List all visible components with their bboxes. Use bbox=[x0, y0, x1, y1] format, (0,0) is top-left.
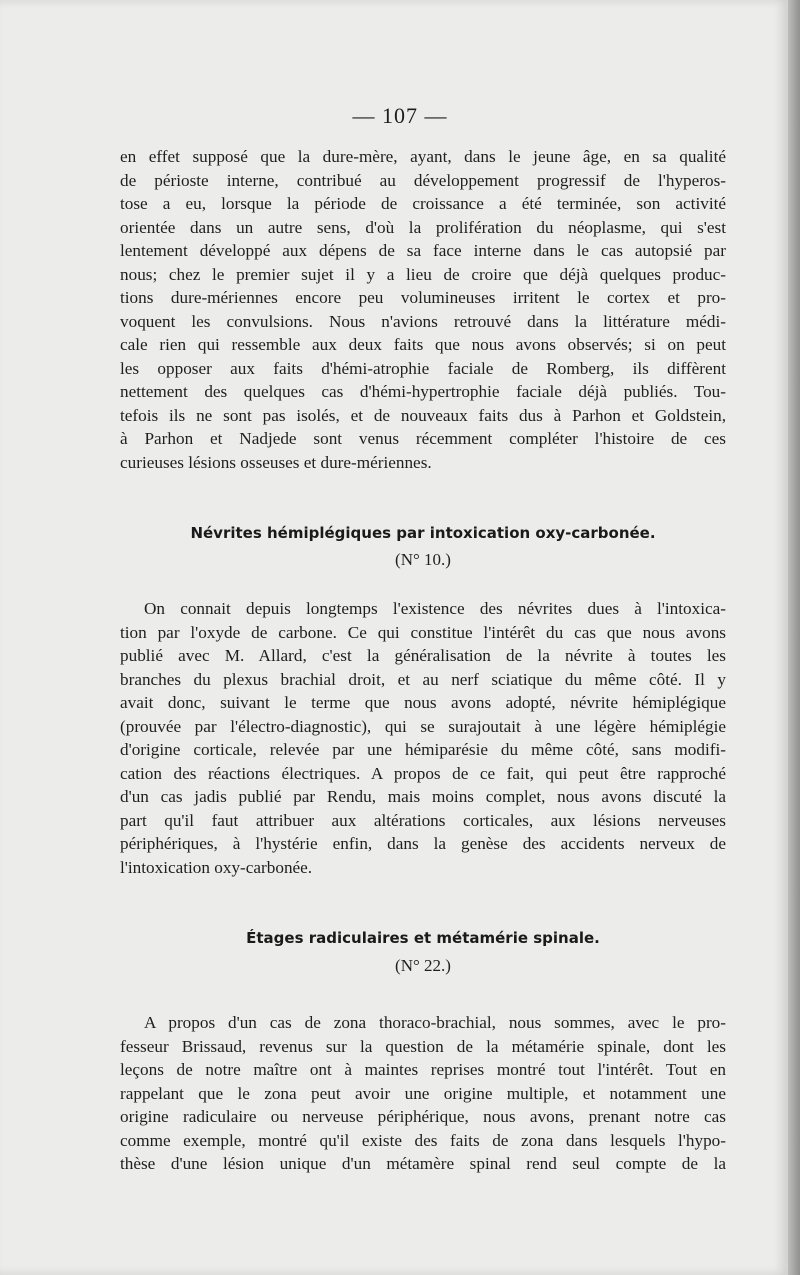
text-line: d'un cas jadis publié par Rendu, mais moins complet, nous avons discuté la bbox=[120, 787, 726, 806]
page-number: — 107 — bbox=[352, 103, 448, 128]
text-line: On connait depuis longtemps l'existence des névrites dues à l'intoxica- bbox=[144, 599, 726, 618]
section-heading-nevrites: Névrites hémiplégiques par intoxication oxy-carbonée. bbox=[190, 524, 656, 542]
text-line: nettement des quelques cas d'hémi-hypertrophie faciale déjà publiés. Tou- bbox=[120, 382, 726, 401]
text-line: tose a eu, lorsque la période de croissance a été terminée, son activité bbox=[120, 194, 726, 213]
paragraph-nevrites bbox=[120, 597, 726, 879]
paragraph-etages bbox=[120, 1011, 726, 1176]
text-line: part qu'il faut attribuer aux altérations corticales, aux lésions nerveuses bbox=[120, 810, 726, 830]
text-line: tefois ils ne sont pas isolés, et de nouveaux faits dus à Parhon et Goldstein, bbox=[120, 405, 726, 425]
text-line: tion par l'oxyde de carbone. Ce qui constitue l'intérêt du cas que nous avons bbox=[120, 622, 726, 642]
text-line: d'origine corticale, relevée par une hémiparésie du même côté, sans modifi- bbox=[120, 740, 726, 759]
text-line: périphériques, à l'hystérie enfin, dans la genèse des accidents nerveux de bbox=[120, 834, 726, 853]
text-line: de périoste interne, contribué au développement progressif de l'hyperos- bbox=[120, 170, 726, 190]
text-line: leçons de notre maître ont à maintes reprises montré tout l'intérêt. Tout en bbox=[120, 1060, 726, 1079]
text-line: les opposer aux faits d'hémi-atrophie faciale de Romberg, ils diffèrent bbox=[120, 358, 726, 378]
text-line: publié avec M. Allard, c'est la généralisation de la névrite à toutes les bbox=[120, 646, 726, 665]
text-line: orientée dans un autre sens, d'où la prolifération du néoplasme, qui s'est bbox=[120, 217, 726, 237]
text-line: fesseur Brissaud, revenus sur la question de la métamérie spinale, dont les bbox=[120, 1036, 726, 1056]
page-edge-shadow bbox=[788, 0, 800, 1275]
text-line: curieuses lésions osseuses et dure-mériennes. bbox=[120, 452, 432, 472]
text-line: origine radiculaire ou nerveuse périphérique, nous avons, prenant notre cas bbox=[120, 1107, 726, 1126]
text-line: tions dure-mériennes encore peu volumineuses irritent le cortex et pro- bbox=[120, 288, 726, 307]
text-line: en effet supposé que la dure-mère, ayant, dans le jeune âge, en sa qualité bbox=[120, 147, 726, 166]
text-line: cale rien qui ressemble aux deux faits que nous avons observés; si on peut bbox=[120, 335, 726, 354]
section-reference-etages: (N° 22.) bbox=[395, 956, 451, 975]
text-line: rappelant que le zona peut avoir une origine multiple, et notamment une bbox=[120, 1083, 726, 1103]
section-heading-etages: Étages radiculaires et métamérie spinale. bbox=[246, 929, 600, 947]
text-line: branches du plexus brachial droit, et au nerf sciatique du même côté. Il y bbox=[120, 669, 726, 689]
text-line: voquent les convulsions. Nous n'avions retrouvé dans la littérature médi- bbox=[120, 311, 726, 331]
text-line: A propos d'un cas de zona thoraco-brachial, nous sommes, avec le pro- bbox=[144, 1013, 726, 1032]
text-line: avait donc, suivant le terme que nous avons adopté, névrite hémiplégique bbox=[120, 693, 726, 712]
section-reference-nevrites: (N° 10.) bbox=[395, 550, 451, 569]
text-line: à Parhon et Nadjede sont venus récemment compléter l'histoire de ces bbox=[120, 429, 726, 448]
text-line: l'intoxication oxy-carbonée. bbox=[120, 857, 313, 877]
text-line: nous; chez le premier sujet il y a lieu de croire que déjà quelques produc- bbox=[120, 264, 726, 284]
paragraph-intro bbox=[120, 145, 726, 474]
text-line: thèse d'une lésion unique d'un métamère spinal rend seul compte de la bbox=[120, 1154, 726, 1173]
text-line: lentement développé aux dépens de sa face interne dans le cas autopsié par bbox=[120, 241, 726, 260]
text-line: cation des réactions électriques. A propos de ce fait, qui peut être rapproché bbox=[120, 763, 726, 783]
text-line: (prouvée par l'électro-diagnostic), qui se surajoutait à une légère hémiplégie bbox=[120, 716, 726, 736]
text-line: comme exemple, montré qu'il existe des faits de zona dans lesquels l'hypo- bbox=[120, 1130, 726, 1150]
